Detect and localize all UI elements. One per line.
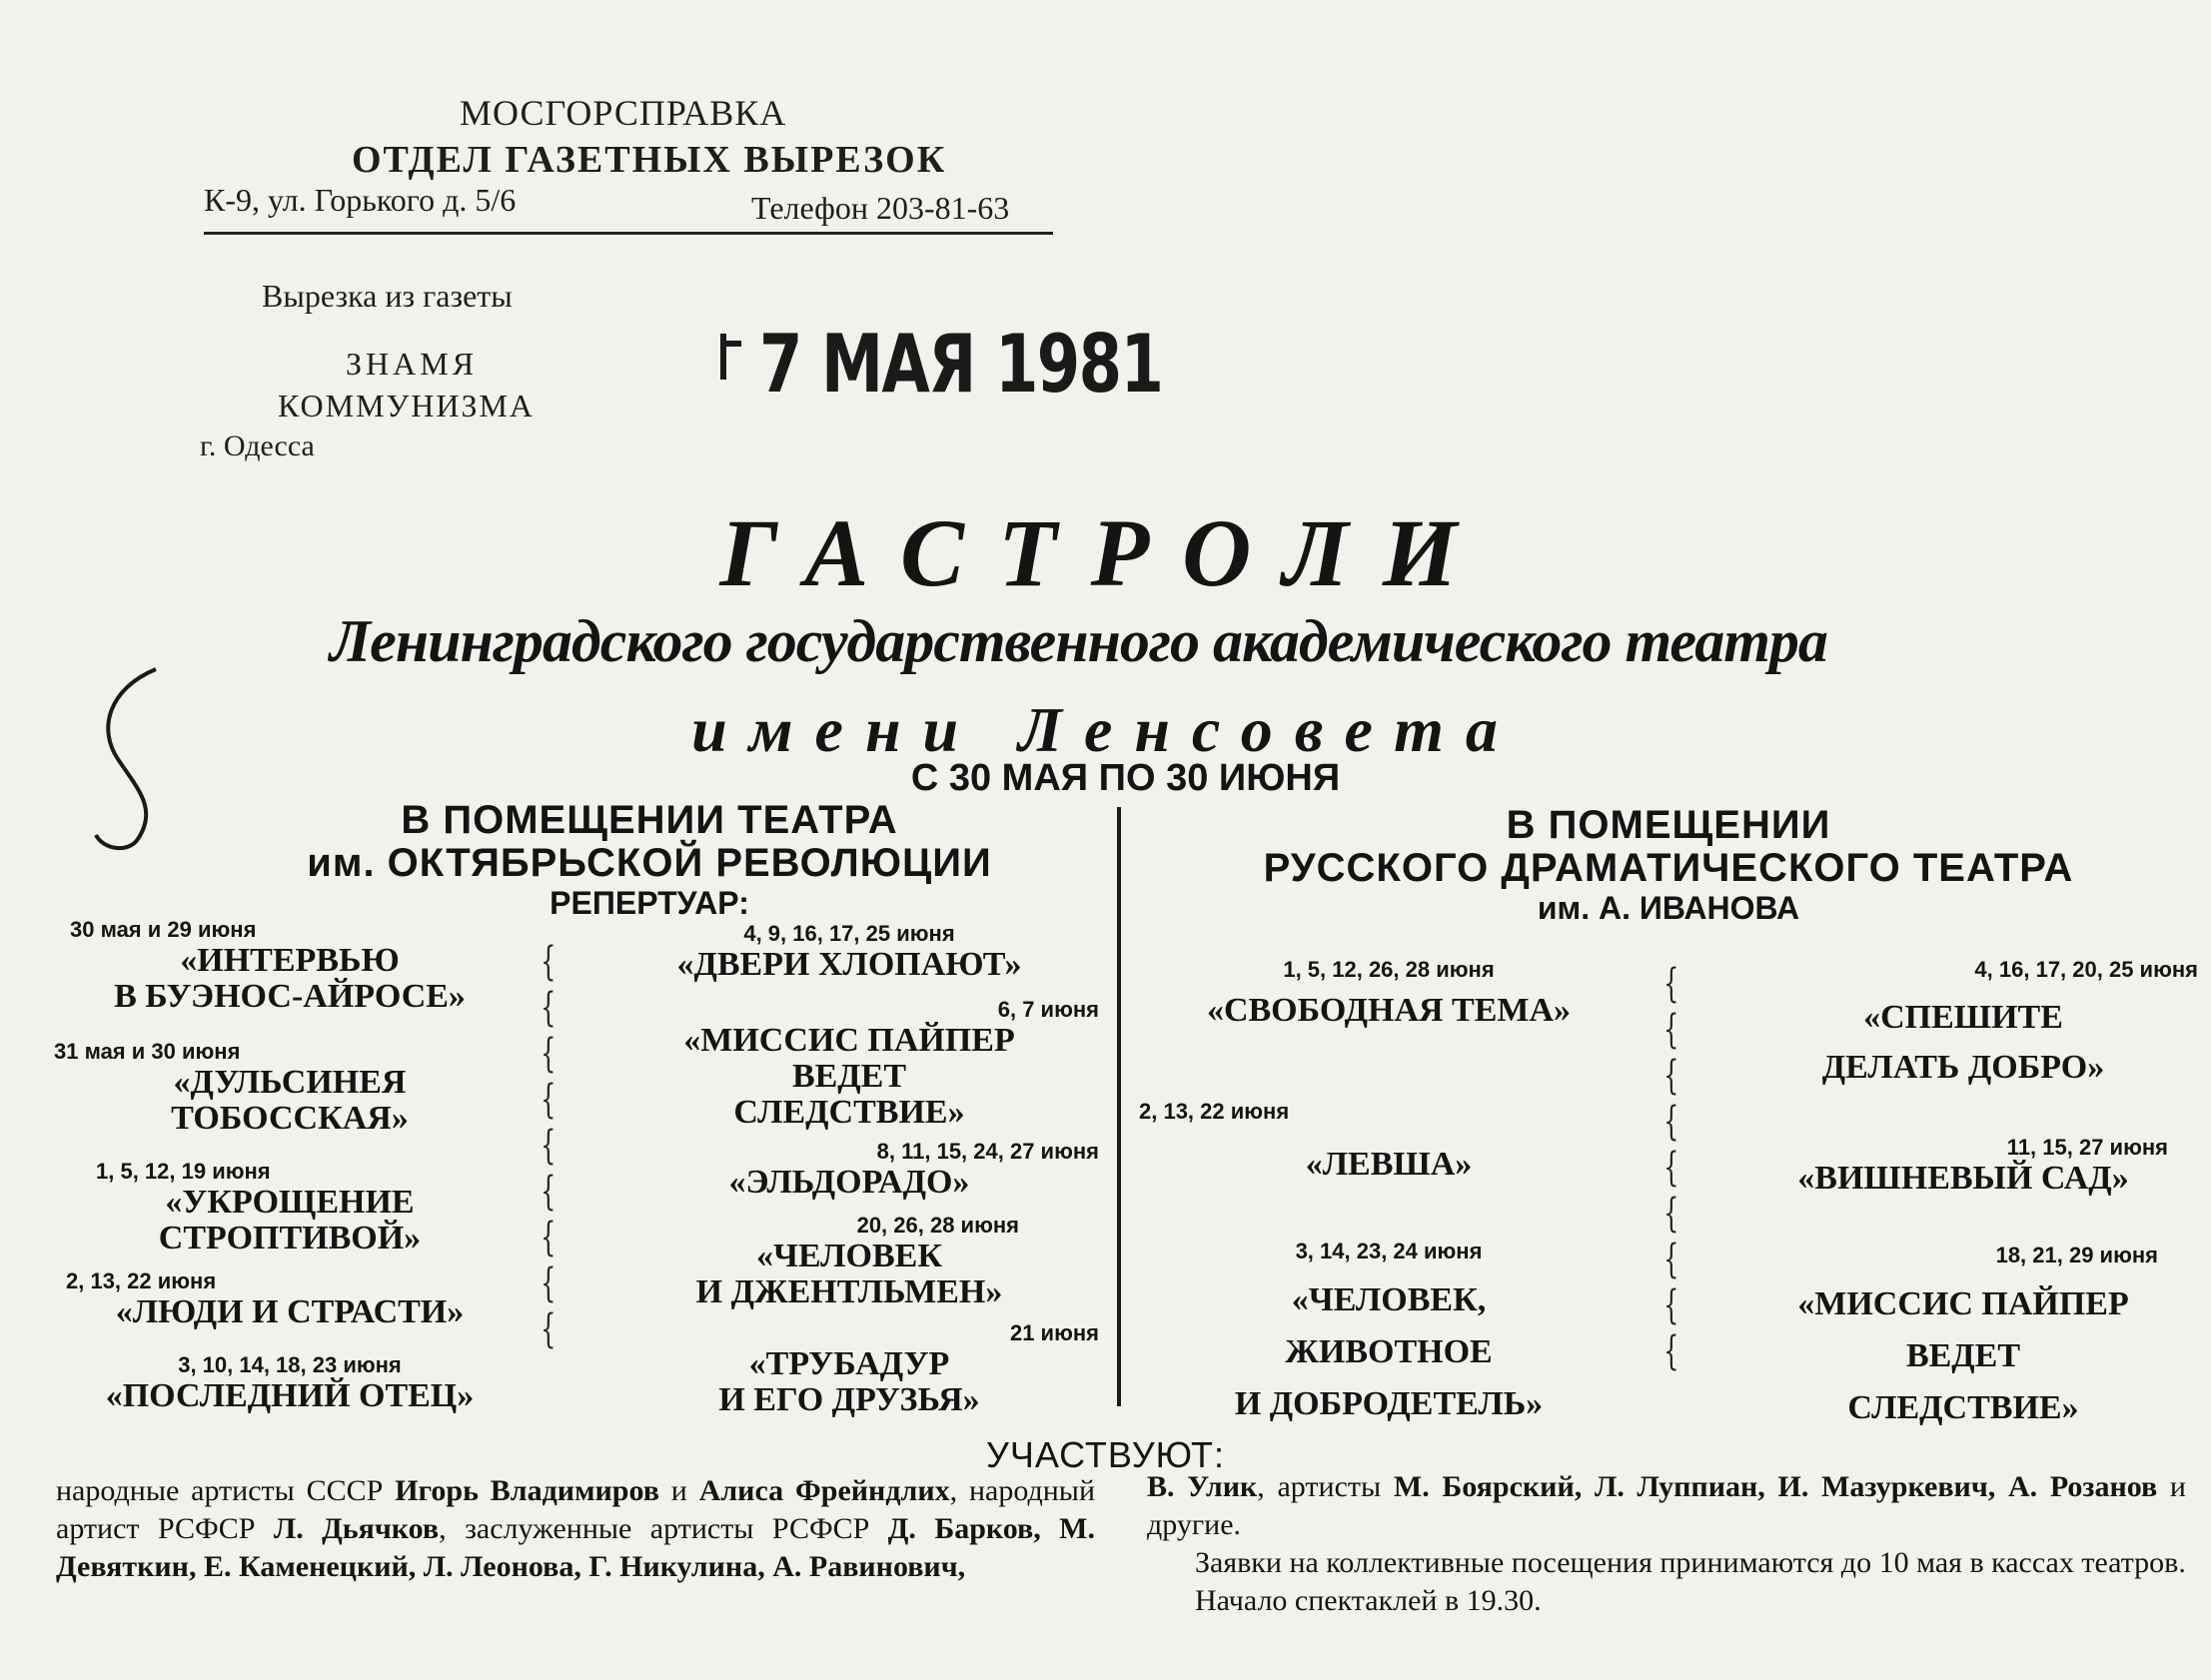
- play-title: ВЕДЕТ: [1905, 1337, 2021, 1374]
- play-title: СТРОПТИВОЙ»: [158, 1220, 422, 1257]
- left-col1-entry: [40, 1352, 540, 1414]
- actor-names: Л. Дьячков: [273, 1512, 440, 1545]
- actor-names: Алиса Фрейндлих: [698, 1474, 950, 1507]
- text-run: и другие.: [1147, 1470, 2186, 1541]
- text-run: , артисты: [1257, 1470, 1394, 1503]
- play-dates: 31 мая и 30 июня: [54, 1039, 241, 1064]
- booking-note: Заявки на коллективные посещения принимаются до 10 мая в кассах театров.: [1195, 1546, 2186, 1579]
- play-title: СЛЕДСТВИЕ»: [733, 1094, 965, 1131]
- left-venue-heading: [150, 799, 1149, 921]
- actor-names: Д. Барков, М. Девяткин, Е. Каменецкий, Л. Леонова, Г. Никулина, А. Равинович,: [56, 1512, 1095, 1583]
- stamp-department: ОТДЕЛ ГАЗЕТНЫХ ВЫРЕЗОК: [352, 139, 947, 181]
- play-title: «ПОСЛЕДНИЙ ОТЕЦ»: [105, 1377, 475, 1414]
- text-run: , заслуженные артисты РСФСР: [439, 1512, 888, 1545]
- play-title: ДЕЛАТЬ ДОБРО»: [1821, 1049, 2105, 1086]
- play-title: ТОБОССКАЯ»: [171, 1100, 409, 1137]
- right-col2-entry: [1728, 1243, 2198, 1434]
- play-dates: 6, 7 июня: [997, 997, 1099, 1022]
- left-col1-entry: [40, 1039, 540, 1137]
- headline-title: ГАСТРОЛИ: [719, 499, 1492, 606]
- play-title: «СПЕШИТЕ: [1863, 999, 2063, 1036]
- play-title: «УКРОЩЕНИЕ: [165, 1184, 415, 1221]
- headline-subtitle-theatre: Ленинградского государственного академического театра: [330, 608, 1827, 674]
- stamp-divider: [204, 232, 1053, 235]
- right-col2-entry: [1728, 1135, 2198, 1197]
- tour-dates: С 30 МАЯ ПО 30 ИЮНЯ: [910, 757, 1341, 799]
- play-dates: 2, 13, 22 июня: [1139, 1099, 1290, 1124]
- left-col2-entry: [599, 1139, 1099, 1201]
- play-title: «ДВЕРИ ХЛОПАЮТ»: [676, 946, 1022, 983]
- headline-subtitle-name: имени Ленсовета: [691, 694, 1520, 765]
- play-title: «ЧЕЛОВЕК,: [1291, 1281, 1487, 1318]
- play-title: СЛЕДСТВИЕ»: [1847, 1389, 2079, 1426]
- play-dates: 4, 16, 17, 20, 25 июня: [1974, 957, 2198, 982]
- right-venue-heading: [1169, 804, 2168, 926]
- play-title: «ИНТЕРВЬЮ: [180, 942, 400, 979]
- clipping-label: Вырезка из газеты: [262, 278, 513, 314]
- right-col1-entry: [1139, 1239, 1639, 1430]
- left-col1-entry: [40, 917, 540, 1015]
- right-venue-line3: им. А. ИВАНОВА: [1537, 890, 1800, 926]
- newspaper-city: г. Одесса: [200, 429, 315, 462]
- repertoire-label: РЕПЕРТУАР:: [550, 885, 749, 921]
- play-title: «СВОБОДНАЯ ТЕМА»: [1206, 992, 1572, 1029]
- play-title: «ВИШНЕВЫЙ САД»: [1797, 1160, 2129, 1197]
- play-dates: 30 мая и 29 июня: [70, 917, 257, 942]
- brace-left: { { { { { { { { {: [541, 939, 556, 1352]
- text-run: , народный артист РСФСР: [56, 1474, 1095, 1545]
- stamp-org: МОСГОРСПРАВКА: [460, 93, 787, 133]
- participants-right-text: [1147, 1468, 2186, 1620]
- actor-names: М. Боярский, Л. Луппиан, И. Мазуркевич, А. Розанов: [1393, 1470, 2158, 1503]
- actor-names: В. Улик: [1147, 1470, 1258, 1503]
- play-title: «МИССИС ПАЙПЕР: [683, 1022, 1015, 1059]
- date-stamp: 7 МАЯ 1981: [759, 318, 1163, 411]
- play-title: И ДОБРОДЕТЕЛЬ»: [1234, 1385, 1544, 1422]
- handwritten-tick-icon: [717, 330, 747, 390]
- play-title: «МИССИС ПАЙПЕР: [1797, 1285, 2129, 1322]
- left-venue-line1: В ПОМЕЩЕНИИ ТЕАТРА: [401, 798, 898, 842]
- right-col1-entry: [1139, 1099, 1639, 1183]
- right-venue-line1: В ПОМЕЩЕНИИ: [1506, 803, 1831, 847]
- play-title: И ЕГО ДРУЗЬЯ»: [718, 1381, 980, 1418]
- participants-left-text: [56, 1472, 1095, 1586]
- play-dates: 3, 14, 23, 24 июня: [1295, 1239, 1483, 1263]
- play-dates: 3, 10, 14, 18, 23 июня: [178, 1352, 402, 1377]
- text-run: и: [658, 1474, 699, 1507]
- play-title: «ДУЛЬСИНЕЯ: [173, 1064, 407, 1101]
- play-dates: 2, 13, 22 июня: [66, 1268, 217, 1293]
- stamp-phone: Телефон 203-81-63: [751, 190, 1010, 226]
- newspaper-name-line2: КОММУНИЗМА: [278, 388, 536, 423]
- play-dates: 18, 21, 29 июня: [1995, 1243, 2158, 1267]
- venue-divider: [1117, 807, 1121, 1406]
- play-title: В БУЭНОС-АЙРОСЕ»: [114, 978, 466, 1015]
- play-title: «ЛЮДИ И СТРАСТИ»: [115, 1293, 465, 1330]
- play-dates: 11, 15, 27 июня: [2006, 1135, 2168, 1160]
- stamp-address: К-9, ул. Горького д. 5/6: [204, 182, 517, 218]
- play-title: ВЕДЕТ: [791, 1058, 907, 1095]
- play-title: И ДЖЕНТЛЬМЕН»: [695, 1273, 1003, 1310]
- text-run: народные артисты СССР: [56, 1474, 396, 1507]
- left-col2-entry: [599, 1320, 1099, 1418]
- play-title: «ТРУБАДУР: [748, 1345, 950, 1382]
- play-title: «ЧЕЛОВЕК: [756, 1238, 942, 1274]
- play-dates: 8, 11, 15, 24, 27 июня: [876, 1139, 1099, 1164]
- play-title: «ЛЕВША»: [1305, 1146, 1473, 1183]
- newspaper-name-line1: ЗНАМЯ: [346, 346, 479, 382]
- actor-names: Игорь Владимиров: [395, 1474, 659, 1507]
- left-col1-entry: [40, 1159, 540, 1257]
- play-dates: 4, 9, 16, 17, 25 июня: [743, 921, 955, 946]
- left-col2-entry: [599, 1213, 1099, 1310]
- left-venue-line2: им. ОКТЯБРЬСКОЙ РЕВОЛЮЦИИ: [307, 841, 992, 885]
- right-col1-entry: [1139, 957, 1639, 1029]
- play-dates: 20, 26, 28 июня: [856, 1213, 1019, 1238]
- play-dates: 1, 5, 12, 19 июня: [96, 1159, 271, 1184]
- left-col2-entry: [599, 997, 1099, 1131]
- play-dates: 21 июня: [1009, 1320, 1099, 1345]
- right-venue-line2: РУССКОГО ДРАМАТИЧЕСКОГО ТЕАТРА: [1263, 846, 2074, 890]
- play-title: ЖИВОТНОЕ: [1285, 1333, 1493, 1370]
- right-col2-entry: [1728, 957, 2198, 1093]
- start-time-note: Начало спектаклей в 19.30.: [1195, 1584, 1542, 1617]
- left-col2-entry: [599, 921, 1099, 983]
- play-dates: 1, 5, 12, 26, 28 июня: [1283, 957, 1495, 982]
- left-col1-entry: [40, 1268, 540, 1330]
- brace-right: { { { { { { { { {: [1663, 961, 1679, 1374]
- play-title: «ЭЛЬДОРАДО»: [728, 1164, 970, 1201]
- participants-heading: УЧАСТВУЮТ:: [986, 1434, 1225, 1475]
